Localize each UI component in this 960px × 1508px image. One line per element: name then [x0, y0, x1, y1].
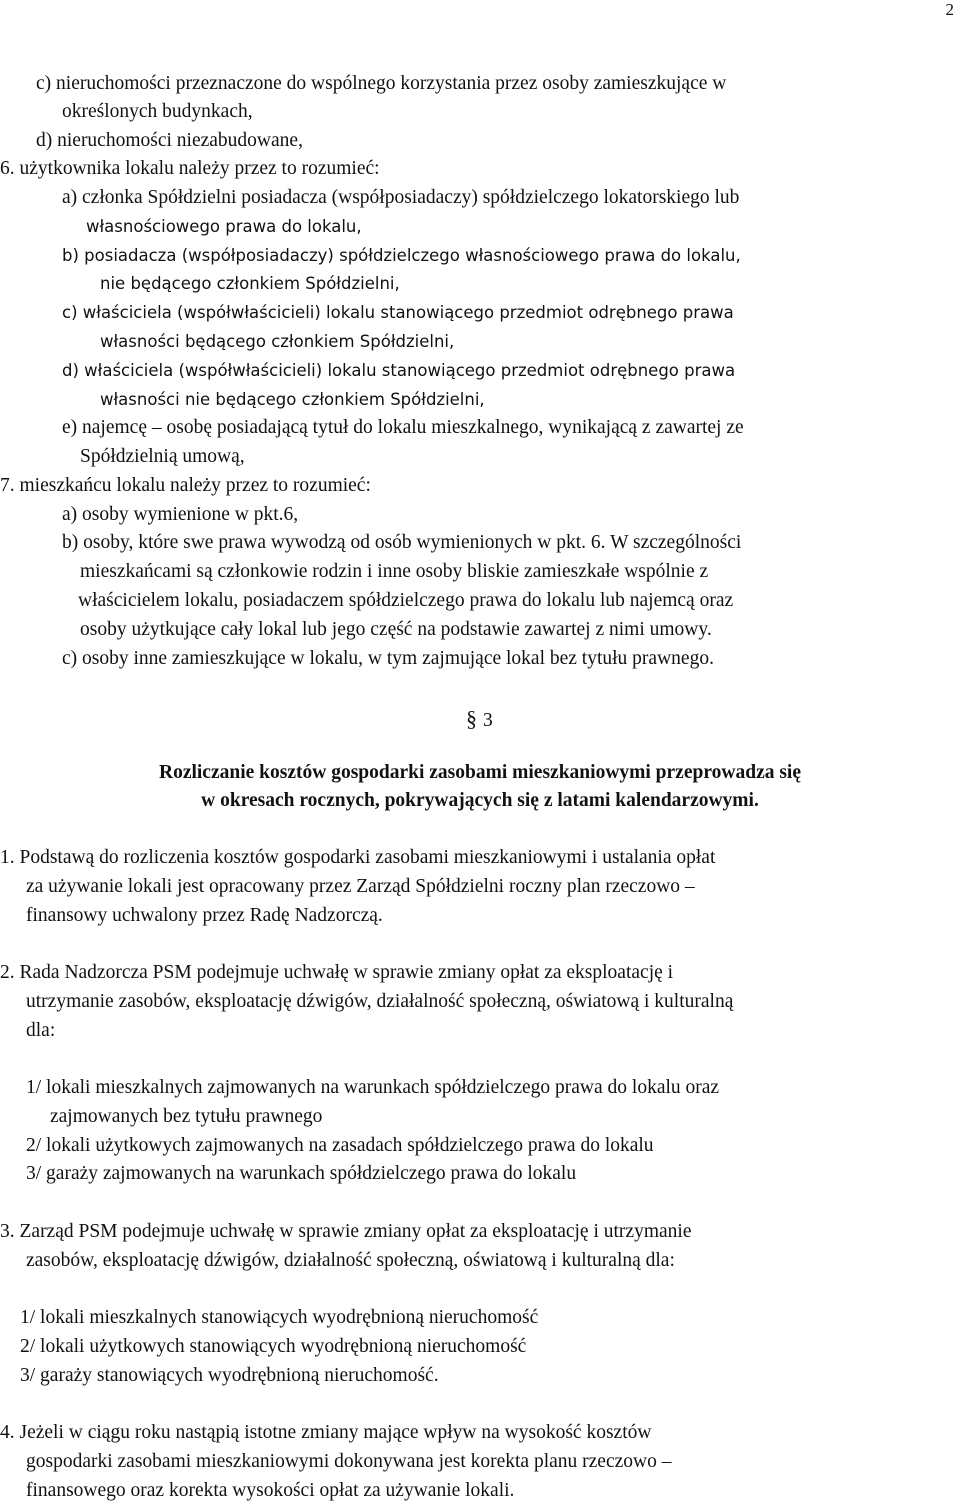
- paragraph-line: finansowego oraz korekta wysokości opłat za używanie lokali.: [26, 1480, 515, 1501]
- list-line: osoby użytkujące cały lokal lub jego część na podstawie zawartej z nimi umowy.: [80, 619, 712, 640]
- paragraph-line: gospodarki zasobami mieszkaniowymi dokonywana jest korekta planu rzeczowo –: [26, 1451, 672, 1472]
- list-line: Spółdzielnią umową,: [80, 446, 245, 467]
- paragraph-line: 3/ garaży zajmowanych na warunkach spółdzielczego prawa do lokalu: [26, 1163, 577, 1184]
- list-line: mieszkańcami są członkowie rodzin i inne osoby bliskie zamieszkałe wspólnie z: [80, 561, 709, 582]
- list-line: 6. użytkownika lokalu należy przez to rozumieć:: [0, 158, 380, 179]
- paragraph-line: zasobów, eksploatację dźwigów, działalność społeczną, oświatową i kulturalną dla:: [26, 1250, 675, 1271]
- paragraph-line: 3. Zarząd PSM podejmuje uchwałę w sprawie zmiany opłat za eksploatację i utrzymanie: [0, 1221, 692, 1242]
- list-line: 7. mieszkańcu lokalu należy przez to rozumieć:: [0, 475, 371, 496]
- list-line: c) nieruchomości przeznaczone do wspólnego korzystania przez osoby zamieszkujące w: [36, 73, 727, 94]
- list-line: określonych budynkach,: [62, 101, 253, 122]
- section-number-value: 3: [483, 710, 493, 731]
- list-line: b) osoby, które swe prawa wywodzą od osób wymienionych w pkt. 6. W szczególności: [62, 532, 742, 553]
- paragraph-line: 3/ garaży stanowiących wyodrębnioną nieruchomość.: [20, 1365, 439, 1386]
- list-line: właścicielem lokalu, posiadaczem spółdzielczego prawa do lokalu lub najemcą oraz: [78, 590, 734, 611]
- section-number: [466, 706, 493, 732]
- page-number: 2: [945, 0, 954, 19]
- paragraph-line: 1/ lokali mieszkalnych stanowiących wyodrębnioną nieruchomość: [20, 1307, 539, 1328]
- paragraph-line: utrzymanie zasobów, eksploatację dźwigów, działalność społeczną, oświatową i kulturalną: [26, 991, 734, 1012]
- list-line: c) osoby inne zamieszkujące w lokalu, w tym zajmujące lokal bez tytułu prawnego.: [62, 648, 714, 669]
- list-line: c) właściciela (współwłaścicieli) lokalu stanowiącego przedmiot odrębnego prawa: [62, 303, 734, 322]
- paragraph-line: dla:: [26, 1020, 56, 1041]
- list-line: własności będącego członkiem Spółdzielni,: [100, 332, 455, 351]
- list-line: d) nieruchomości niezabudowane,: [36, 130, 303, 151]
- list-line: a) członka Spółdzielni posiadacza (współposiadaczy) spółdzielczego lokatorskiego lub: [62, 187, 740, 208]
- list-line: własności nie będącego członkiem Spółdzielni,: [100, 390, 485, 409]
- paragraph-line: 1/ lokali mieszkalnych zajmowanych na warunkach spółdzielczego prawa do lokalu oraz: [26, 1077, 720, 1098]
- paragraph-line: 4. Jeżeli w ciągu roku nastąpią istotne zmiany mające wpływ na wysokość kosztów: [0, 1422, 652, 1443]
- paragraph-line: zajmowanych bez tytułu prawnego: [50, 1106, 323, 1127]
- paragraph-line: 2/ lokali użytkowych zajmowanych na zasadach spółdzielczego prawa do lokalu: [26, 1135, 654, 1156]
- list-line: d) właściciela (współwłaścicieli) lokalu stanowiącego przedmiot odrębnego prawa: [62, 361, 736, 380]
- section-mark: §: [466, 706, 477, 731]
- list-line: e) najemcę – osobę posiadającą tytuł do lokalu mieszkalnego, wynikającą z zawartej ze: [62, 417, 744, 438]
- list-line: nie będącego członkiem Spółdzielni,: [100, 274, 400, 293]
- list-line: własnościowego prawa do lokalu,: [86, 217, 362, 236]
- paragraph-line: 2/ lokali użytkowych stanowiących wyodrębnioną nieruchomość: [20, 1336, 527, 1357]
- list-line: a) osoby wymienione w pkt.6,: [62, 504, 299, 525]
- paragraph-line: 1. Podstawą do rozliczenia kosztów gospodarki zasobami mieszkaniowymi i ustalania opłat: [0, 847, 716, 868]
- paragraph-line: za używanie lokali jest opracowany przez Zarząd Spółdzielni roczny plan rzeczowo –: [26, 876, 695, 897]
- list-line: b) posiadacza (współposiadaczy) spółdzielczego własnościowego prawa do lokalu,: [62, 246, 741, 265]
- paragraph-line: finansowy uchwalony przez Radę Nadzorczą.: [26, 905, 383, 926]
- paragraph-line: 2. Rada Nadzorcza PSM podejmuje uchwałę w sprawie zmiany opłat za eksploatację i: [0, 962, 674, 983]
- section-heading: w okresach rocznych, pokrywających się z latami kalendarzowymi.: [201, 790, 759, 811]
- section-heading: Rozliczanie kosztów gospodarki zasobami mieszkaniowymi przeprowadza się: [158, 762, 802, 783]
